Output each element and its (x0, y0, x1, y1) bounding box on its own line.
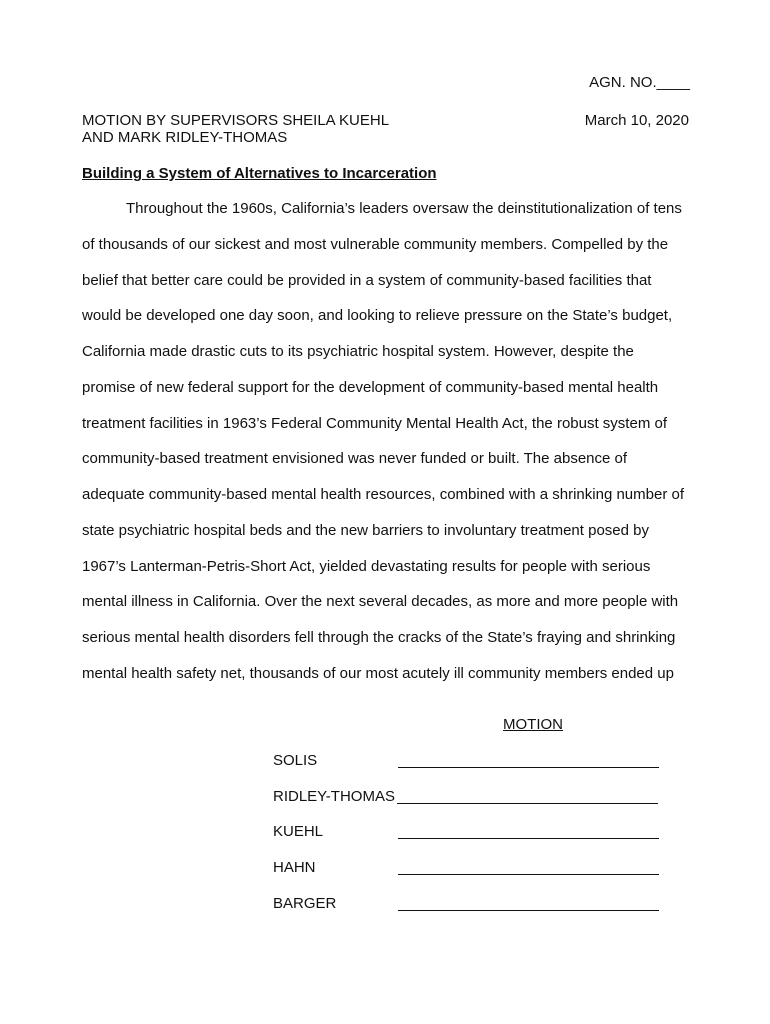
motion-vote-heading: MOTION (503, 716, 563, 733)
document-title: Building a System of Alternatives to Incarceration (82, 165, 437, 182)
body-line: mental illness in California. Over the next several decades, as more and more people with (82, 593, 679, 611)
motion-by-line-1: MOTION BY SUPERVISORS SHEILA KUEHL (82, 112, 390, 129)
body-line: Throughout the 1960s, California’s leaders oversaw the deinstitutionalization of tens (126, 200, 682, 217)
vote-row-kuehl (273, 823, 663, 845)
body-line: community-based treatment envisioned was never funded or built. The absence of (82, 450, 628, 468)
body-line: adequate community-based mental health resources, combined with a shrinking number of (82, 486, 684, 503)
supervisor-name: RIDLEY-THOMAS (273, 788, 395, 805)
supervisor-name: HAHN (273, 859, 316, 876)
supervisor-name: KUEHL (273, 823, 324, 840)
body-text (82, 198, 690, 699)
signature-line (397, 803, 658, 804)
body-line: promise of new federal support for the development of community-based mental health (82, 378, 659, 396)
vote-row-solis (273, 752, 663, 774)
agenda-number: AGN. NO.____ (589, 74, 690, 91)
signature-line (398, 838, 659, 839)
body-line: belief that better care could be provided in a system of community-based facilities that (82, 271, 652, 289)
body-line: 1967’s Lanterman-Petris-Short Act, yielded devastating results for people with serious (82, 557, 651, 575)
motion-by-block (82, 112, 389, 146)
vote-row-hahn (273, 859, 663, 881)
supervisor-name: SOLIS (273, 752, 318, 769)
motion-by-line-2: AND MARK RIDLEY-THOMAS (82, 129, 288, 146)
body-line: California made drastic cuts to its psychiatric hospital system. However, despite the (82, 343, 634, 360)
signature-line (398, 874, 659, 875)
body-line: serious mental health disorders fell through the cracks of the State’s fraying and shrinking (82, 629, 676, 646)
body-line: mental health safety net, thousands of our most acutely ill community members ended up (82, 664, 674, 682)
body-line: of thousands of our sickest and most vulnerable community members. Compelled by the (82, 235, 669, 253)
signature-line (398, 910, 659, 911)
body-line: treatment facilities in 1963’s Federal Community Mental Health Act, the robust system of (82, 414, 667, 432)
signature-line (398, 767, 659, 768)
vote-row-ridley-thomas (273, 788, 663, 810)
vote-row-barger (273, 895, 663, 917)
body-line: would be developed one day soon, and looking to relieve pressure on the State’s budget, (82, 307, 673, 325)
body-line: state psychiatric hospital beds and the new barriers to involuntary treatment posed by (82, 521, 649, 539)
supervisor-name: BARGER (273, 895, 337, 912)
motion-date: March 10, 2020 (584, 112, 689, 129)
